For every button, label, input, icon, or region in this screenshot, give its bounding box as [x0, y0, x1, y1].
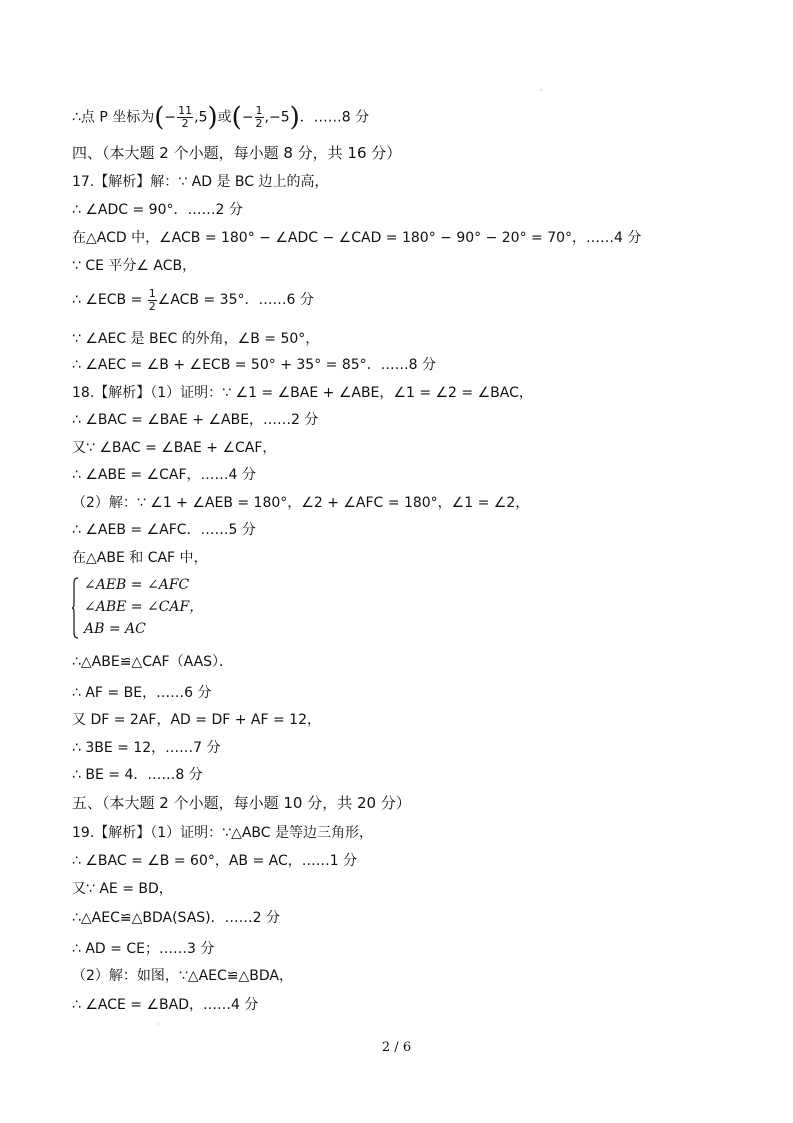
section-heading-4: 四、（本大题 2 个小题，每小题 8 分，共 16 分） — [72, 144, 402, 162]
answer-line: ∴ ∠AEC = ∠B + ∠ECB = 50° + 35° = 85°．……8 分 — [72, 357, 436, 373]
answer-line: ∴ ∠BAC = ∠BAE + ∠ABE，……2 分 — [72, 412, 319, 428]
sign: − — [164, 109, 177, 126]
paren-open: ( — [231, 102, 242, 133]
fraction — [177, 105, 193, 130]
denominator: 2 — [255, 117, 263, 130]
scan-mark: · — [540, 86, 543, 95]
text: ,5 — [194, 109, 208, 126]
answer-line: （2）解：∵ ∠1 + ∠AEB = 180°，∠2 + ∠AFC = 180°，∠1 = ∠2， — [72, 495, 530, 511]
numerator: 1 — [255, 104, 263, 117]
answer-line: 19.【解析】（1）证明：∵△ABC 是等边三角形， — [72, 825, 374, 841]
text: ∴ ∠ECB = — [72, 292, 147, 308]
answer-line: ∴ ∠ABE = ∠CAF，……4 分 — [72, 467, 256, 483]
equation-row: ∠ABE = ∠CAF， — [84, 599, 204, 615]
fraction — [148, 288, 157, 313]
denominator: 2 — [148, 299, 156, 313]
page-number: 2 / 6 — [381, 1040, 412, 1055]
answer-line-p — [72, 102, 370, 133]
answer-line: 又 DF = 2AF，AD = DF + AF = 12， — [72, 712, 321, 728]
numerator: 1 — [148, 286, 156, 300]
answer-line: ∴△ABE≌△CAF（AAS）． — [72, 654, 234, 670]
answer-line: 又∵ ∠BAC = ∠BAE + ∠CAF， — [72, 440, 277, 456]
text: 或 — [217, 109, 232, 126]
answer-line: 又∵ AE = BD， — [72, 881, 173, 897]
answer-line: ∴ BE = 4．……8 分 — [72, 767, 203, 783]
paren-close: ) — [289, 102, 300, 133]
numerator: 11 — [178, 104, 193, 117]
denominator: 2 — [181, 117, 189, 130]
answer-line: 在△ABE 和 CAF 中， — [72, 550, 208, 566]
text: ∠ACB = 35°．……6 分 — [157, 292, 314, 308]
text: ．……8 分 — [299, 109, 370, 126]
answer-line: 18.【解析】（1）证明：∵ ∠1 = ∠BAE + ∠ABE，∠1 = ∠2 = ∠BAC， — [72, 385, 533, 401]
answer-line: ∴ ∠ACE = ∠BAD，……4 分 — [72, 997, 259, 1013]
equation-row: AB = AC — [84, 621, 146, 637]
answer-line-ecb — [72, 286, 314, 314]
answer-line: ∴ ∠ADC = 90°．……2 分 — [72, 202, 243, 218]
answer-line: ∴ 3BE = 12，……7 分 — [72, 740, 221, 756]
paren-close: ) — [207, 102, 218, 133]
paren-open: ( — [154, 102, 165, 133]
answer-line: ∴ ∠AEB = ∠AFC．……5 分 — [72, 522, 256, 538]
answer-line: ∵ ∠AEC 是 BEC 的外角，∠B = 50°， — [72, 331, 320, 347]
equation-row: ∠AEB = ∠AFC — [84, 577, 190, 593]
scan-mark: · — [157, 1020, 160, 1029]
answer-line: ∴ ∠BAC = ∠B = 60°，AB = AC，……1 分 — [72, 853, 358, 869]
text: ,−5 — [264, 109, 290, 126]
section-heading-5: 五、（本大题 2 个小题，每小题 10 分，共 20 分） — [72, 794, 411, 812]
answer-line: （2）解：如图，∵△AEC≌△BDA， — [72, 968, 293, 984]
left-brace-icon — [72, 577, 79, 639]
answer-line: ∵ CE 平分∠ ACB， — [72, 258, 197, 274]
answer-line: 在△ACD 中，∠ACB = 180° − ∠ADC − ∠CAD = 180° − 90° − 20° = 70°，……4 分 — [72, 230, 642, 246]
answer-line: ∴ AD = CE；……3 分 — [72, 941, 215, 957]
fraction — [255, 105, 264, 130]
text: ∴点 P 坐标为 — [72, 109, 155, 126]
sign: − — [241, 109, 254, 126]
answer-line: ∴△AEC≌△BDA(SAS)．……2 分 — [72, 910, 280, 926]
answer-line: 17.【解析】解：∵ AD 是 BC 边上的高， — [72, 174, 329, 190]
answer-line: ∴ AF = BE，……6 分 — [72, 685, 212, 701]
